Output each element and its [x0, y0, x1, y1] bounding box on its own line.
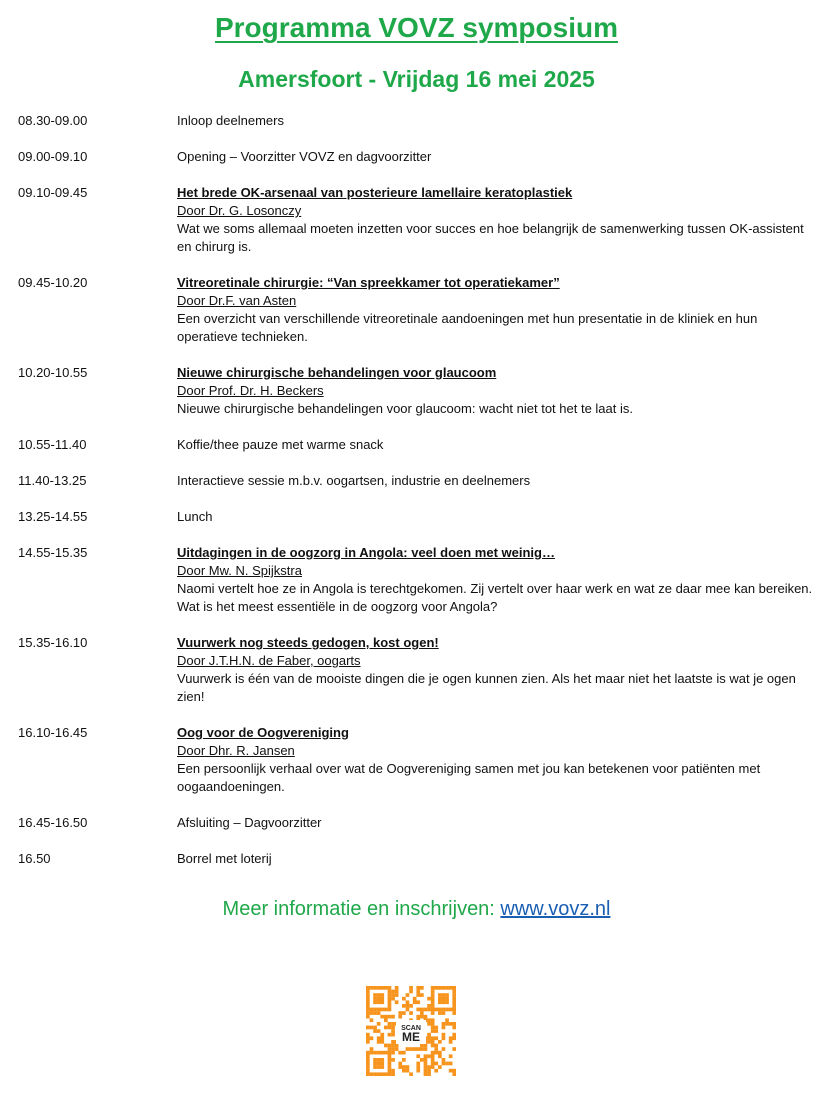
schedule-text: Opening – Voorzitter VOVZ en dagvoorzitter [177, 149, 432, 164]
schedule-text: Afsluiting – Dagvoorzitter [177, 815, 322, 830]
schedule-row [18, 112, 818, 130]
schedule-content [177, 112, 818, 130]
schedule-content [177, 850, 818, 868]
schedule-time: 09.45-10.20 [18, 275, 88, 290]
page-subtitle: Amersfoort - Vrijdag 16 mei 2025 [238, 66, 595, 92]
session-speaker: Door J.T.H.N. de Faber, oogarts [177, 653, 361, 668]
schedule-row [18, 436, 818, 454]
schedule-content [177, 814, 818, 832]
qr-scan-text: SCAN [401, 1025, 421, 1032]
schedule-content [177, 148, 818, 166]
schedule-time: 10.20-10.55 [18, 365, 88, 380]
session-description: Een persoonlijk verhaal over wat de Oogvereniging samen met jou kan betekenen voor patiënten met oogaandoeningen. [177, 761, 761, 794]
schedule-time: 14.55-15.35 [18, 545, 88, 560]
schedule-text: Inloop deelnemers [177, 113, 284, 128]
schedule-time: 16.45-16.50 [18, 815, 88, 830]
schedule-row [18, 814, 818, 832]
schedule-row [18, 634, 818, 706]
footer-text: Meer informatie en inschrijven: [222, 898, 501, 920]
schedule-time: 13.25-14.55 [18, 509, 88, 524]
schedule-row [18, 724, 818, 796]
schedule-row [18, 850, 818, 868]
session-description: Naomi vertelt hoe ze in Angola is terechtgekomen. Zij vertelt over haar werk en wat ze daar mee kan bereiken. Wat is het meest essentiële in de oogzorg voor Angola? [177, 581, 813, 614]
schedule-content [177, 436, 818, 454]
schedule-time: 08.30-09.00 [18, 113, 88, 128]
schedule-row [18, 148, 818, 166]
schedule-text: Koffie/thee pauze met warme snack [177, 437, 384, 452]
schedule-content [177, 184, 818, 256]
schedule-row [18, 472, 818, 490]
schedule-content [177, 724, 818, 796]
session-description: Nieuwe chirurgische behandelingen voor glaucoom: wacht niet tot het te laat is. [177, 401, 633, 416]
session-speaker: Door Dr.F. van Asten [177, 293, 297, 308]
schedule-text: Lunch [177, 509, 213, 524]
schedule-text: Interactieve sessie m.b.v. oogartsen, industrie en deelnemers [177, 473, 531, 488]
website-link[interactable]: www.vovz.nl [500, 898, 611, 920]
schedule-time: 09.00-09.10 [18, 149, 88, 164]
qr-code[interactable] [366, 986, 456, 1076]
schedule-content [177, 472, 818, 490]
session-speaker: Door Dhr. R. Jansen [177, 743, 295, 758]
footer-info [0, 898, 833, 921]
session-title: Vuurwerk nog steeds gedogen, kost ogen! [177, 635, 439, 650]
session-speaker: Door Mw. N. Spijkstra [177, 563, 302, 578]
schedule-row [18, 364, 818, 418]
schedule-time: 16.50 [18, 851, 51, 866]
schedule-time: 16.10-16.45 [18, 725, 88, 740]
session-title: Nieuwe chirurgische behandelingen voor glaucoom [177, 365, 497, 380]
schedule-text: Borrel met loterij [177, 851, 272, 866]
schedule-row [18, 508, 818, 526]
schedule-content [177, 364, 818, 418]
session-description: Vuurwerk is één van de mooiste dingen die je ogen kunnen zien. Als het maar niet het laatste is wat je ogen zien! [177, 671, 796, 704]
session-title: Vitreoretinale chirurgie: “Van spreekkamer tot operatiekamer” [177, 275, 560, 290]
session-title: Oog voor de Oogvereniging [177, 725, 349, 740]
schedule-row [18, 274, 818, 346]
page-title: Programma VOVZ symposium [214, 12, 618, 43]
session-speaker: Door Dr. G. Losonczy [177, 203, 302, 218]
schedule-row [18, 184, 818, 256]
session-title: Uitdagingen in de oogzorg in Angola: veel doen met weinig… [177, 545, 555, 560]
qr-me-text: ME [402, 1030, 420, 1044]
schedule-content [177, 634, 818, 706]
schedule-time: 10.55-11.40 [18, 437, 87, 452]
session-speaker: Door Prof. Dr. H. Beckers [177, 383, 324, 398]
schedule-content [177, 508, 818, 526]
schedule-time: 15.35-16.10 [18, 635, 88, 650]
schedule-content [177, 274, 818, 346]
session-title: Het brede OK-arsenaal van posterieure lamellaire keratoplastiek [177, 185, 573, 200]
session-description: Wat we soms allemaal moeten inzetten voor succes en hoe belangrijk de samenwerking tussen OK-assistent en chirurg is. [177, 221, 804, 254]
schedule-time: 11.40-13.25 [18, 473, 87, 488]
schedule-content [177, 544, 818, 616]
schedule-list [18, 112, 818, 886]
session-description: Een overzicht van verschillende vitreoretinale aandoeningen met hun presentatie in de kliniek en hun operatieve technieken. [177, 311, 758, 344]
schedule-row [18, 544, 818, 616]
schedule-time: 09.10-09.45 [18, 185, 88, 200]
